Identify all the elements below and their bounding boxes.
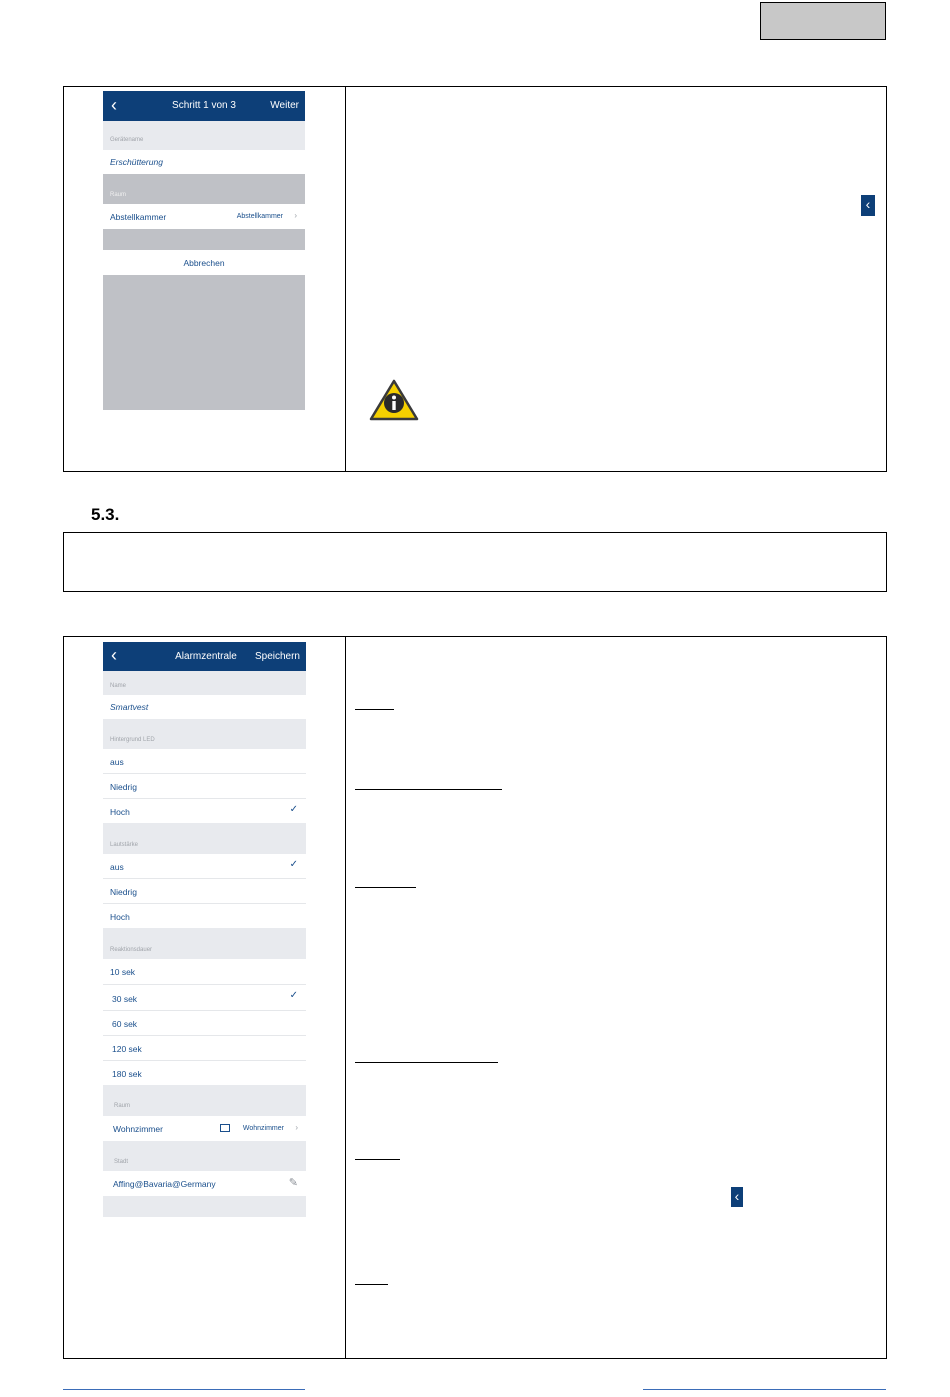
chevron-right-icon: › (295, 1123, 298, 1132)
device-name-field[interactable] (103, 150, 305, 174)
term-underline (355, 1062, 498, 1063)
section-reaction (103, 928, 306, 959)
screen2-title: Alarmzentrale (175, 651, 237, 662)
section-label: Lautstärke (110, 842, 139, 848)
section-label: Raum (110, 192, 127, 198)
screen1-topbar (103, 91, 305, 121)
volume-option-off[interactable] (103, 854, 306, 879)
term-underline (355, 789, 502, 790)
back-arrow-icon[interactable]: ‹ (111, 95, 117, 115)
spacer (103, 229, 305, 250)
section-label: Gerätename (110, 137, 144, 143)
table-divider (345, 636, 346, 1358)
term-underline (355, 1159, 400, 1160)
reaction-option-10[interactable] (103, 959, 306, 985)
reaction-option-60[interactable] (103, 1011, 306, 1036)
room-row-value: Abstellkammer (236, 213, 283, 220)
back-arrow-icon[interactable]: ‹ (111, 645, 117, 665)
option-label: Niedrig (110, 782, 137, 792)
reaction-option-30[interactable] (103, 985, 306, 1011)
reaction-option-120[interactable] (103, 1036, 306, 1061)
back-arrow-icon: ‹ (731, 1187, 743, 1207)
warning-info-icon (368, 378, 420, 422)
screen2-topbar (103, 642, 306, 671)
bottom-spacer (103, 1196, 306, 1217)
keyboard-area (103, 275, 305, 410)
room-row-value: Wohnzimmer (242, 1125, 284, 1132)
section-volume (103, 823, 306, 854)
next-button[interactable]: Weiter (270, 100, 299, 111)
option-label: aus (110, 862, 124, 872)
led-option-high[interactable] (103, 799, 306, 823)
led-option-off[interactable] (103, 749, 306, 774)
option-label: 30 sek (112, 994, 138, 1004)
section-site (103, 1141, 306, 1171)
option-label: 180 sek (112, 1069, 142, 1079)
name-field[interactable] (103, 695, 306, 719)
footer-rule-right (643, 1389, 886, 1390)
room-row[interactable] (103, 1116, 306, 1141)
option-label: Niedrig (110, 887, 137, 897)
phone-screen-2 (103, 642, 306, 1217)
cancel-label: Abbrechen (183, 258, 225, 268)
section-label: Raum (114, 1103, 131, 1109)
section-device-name (103, 121, 305, 150)
room-icon (220, 1124, 230, 1132)
section-label: Hintergrund LED (110, 737, 155, 743)
section-name (103, 671, 306, 695)
room-row-label: Abstellkammer (110, 212, 167, 222)
volume-option-low[interactable] (103, 879, 306, 904)
section-label: Name (110, 683, 127, 689)
section-number: 5.3. (91, 505, 120, 524)
option-label: 10 sek (110, 967, 136, 977)
led-option-low[interactable] (103, 774, 306, 799)
footer-rule-left (63, 1389, 305, 1390)
table-divider (345, 86, 346, 471)
term-underline (355, 709, 394, 710)
checkmark-icon: ✓ (289, 804, 298, 815)
option-label: 120 sek (112, 1044, 142, 1054)
section-room (103, 174, 305, 204)
term-underline (355, 887, 416, 888)
section-led (103, 719, 306, 749)
save-button[interactable]: Speichern (254, 651, 300, 662)
checkmark-icon: ✓ (289, 859, 298, 870)
chevron-right-icon: › (294, 211, 297, 220)
option-label: Hoch (110, 807, 130, 817)
room-row-label: Wohnzimmer (113, 1124, 163, 1134)
term-underline (355, 1284, 388, 1285)
edit-icon[interactable]: ✎ (288, 1177, 298, 1189)
device-name-value: Erschütterung (110, 157, 163, 167)
page-tab (760, 2, 886, 40)
reaction-option-180[interactable] (103, 1061, 306, 1085)
phone-screen-1 (103, 91, 305, 410)
name-value: Smartvest (110, 702, 149, 712)
intro-box (63, 532, 887, 592)
room-row[interactable] (103, 204, 305, 229)
section-label: Reaktionsdauer (110, 947, 153, 953)
cancel-button[interactable] (103, 250, 305, 274)
screen1-title: Schritt 1 von 3 (172, 100, 236, 111)
site-value: Affing@Bavaria@Germany (113, 1179, 216, 1189)
site-row[interactable] (103, 1171, 306, 1196)
option-label: 60 sek (112, 1019, 138, 1029)
volume-option-high[interactable] (103, 904, 306, 928)
checkmark-icon: ✓ (289, 990, 298, 1001)
option-label: Hoch (110, 912, 130, 922)
back-arrow-icon: ‹ (861, 195, 875, 216)
option-label: aus (110, 757, 124, 767)
section-room (103, 1085, 306, 1116)
section-label: Stadt (114, 1159, 129, 1165)
